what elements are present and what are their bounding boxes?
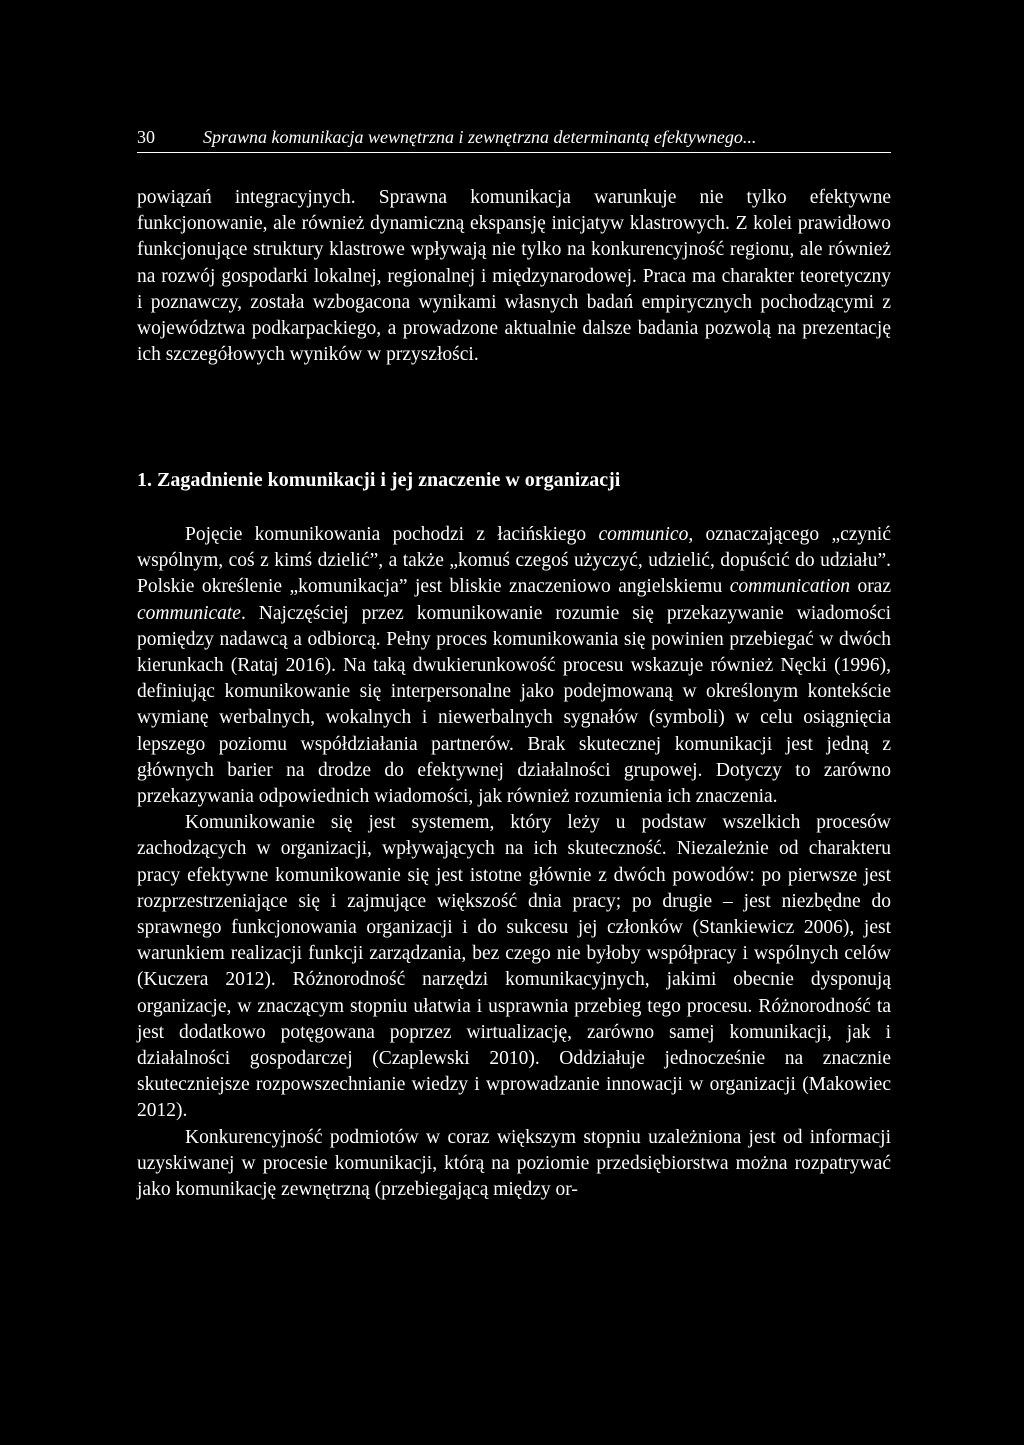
running-title: Sprawna komunikacja wewnętrzna i zewnętrzna determinantą efektywnego... xyxy=(203,127,757,147)
body-paragraph-2: Komunikowanie się jest systemem, który leży u podstaw wszelkich procesów zachodzących w organizacji, wpływających na ich skuteczność. Niezależnie od charakteru pracy efektywne komunikowanie się jest istotne głównie z dwóch powodów: po pierwsze jest rozprzestrzeniające się i zajmujące większość dnia pracy; po drugie – jest niezbędne do sprawnego funkcjonowania organizacji i do sukcesu jej członków (Stankiewicz 2006), jest warunkiem realizacji funkcji zarządzania, bez czego nie byłoby współpracy i wspólnych celów (Kuczera 2012). Różnorodność narzędzi komunikacyjnych, jakimi obecnie dysponują organizacje, w znaczącym stopniu ułatwia i usprawnia przebieg tego procesu. Różnorodność ta jest dodatkowo potęgowana poprzez wirtualizację, zarówno samej komunikacji, jak i działalności gospodarczej (Czaplewski 2010). Oddziałuje jednocześnie na znacznie skuteczniejsze rozpowszechnianie wiedzy i wprowadzanie innowacji w organizacji (Makowiec 2012). xyxy=(137,812,891,1122)
intro-paragraph: powiązań integracyjnych. Sprawna komunikacja warunkuje nie tylko efektywne funkcjonowanie, ale również dynamiczną ekspansję inicjatyw klastrowych. Z kolei prawidłowo funkcjonujące struktury klastrowe wpływają nie tylko na konkurencyjność regionu, ale również na rozwój gospodarki lokalnej, regionalnej i międzynarodowej. Praca ma charakter teoretyczny i poznawczy, została wzbogacona wynikami własnych badań empirycznych pochodzącymi z województwa podkarpackiego, a prowadzone aktualnie dalsze badania pozwolą na prezentację ich szczegółowych wyników w przyszłości. xyxy=(137,187,891,366)
page-number: 30 xyxy=(137,127,155,147)
main-text-block xyxy=(137,522,891,1203)
body-paragraph-1 xyxy=(137,522,891,810)
paragraph-1-part-2: , oznaczającego „czynić wspólnym, coś z kimś dzielić”, a także „komuś czegoś użyczyć, udzielić, dopuścić do udziału”. Polskie określenie „komunikacja” jest bliskie znaczeniowo angielskiemu xyxy=(137,524,891,598)
term-communicate: communicate xyxy=(137,602,241,624)
body-paragraph-3: Konkurencyjność podmiotów w coraz większym stopniu uzależniona jest od informacji uzyskiwanej w procesie komunikacji, którą na poziomie przedsiębiorstwa można rozpatrywać jako komunikację zewnętrzną (przebiegającą między or- xyxy=(137,1126,891,1201)
document-page xyxy=(137,0,891,1445)
section-heading: 1. Zagadnienie komunikacji i jej znaczenie w organizacji xyxy=(137,469,621,491)
term-communico: communico xyxy=(598,524,689,545)
paragraph-1-part-3: oraz xyxy=(849,576,891,598)
paragraph-1-part-1: Pojęcie komunikowania pochodzi z łacińskiego xyxy=(185,524,599,545)
paragraph-1-part-4: . Najczęściej przez komunikowanie rozumie się przekazywanie wiadomości pomiędzy nadawcą a odbiorcą. Pełny proces komunikowania się powinien przebiegać w dwóch kierunkach (Rataj 2016). Na taką dwukierunkowość procesu wskazuje również Nęcki (1996), definiując komunikowanie się interpersonalne jako podejmowaną w określonym kontekście wymianę werbalnych, wokalnych i niewerbalnych sygnałów (symboli) w celu osiągnięcia lepszego poziomu współdziałania partnerów. Brak skutecznej komunikacji jest jedną z głównych barier na drodze do efektywnej działalności grupowej. Dotyczy to zarówno przekazywania odpowiednich wiadomości, jak również rozumienia ich znaczenia. xyxy=(137,602,891,808)
running-header xyxy=(137,126,891,153)
intro-text-block xyxy=(137,185,891,368)
term-communication: communication xyxy=(729,576,850,598)
